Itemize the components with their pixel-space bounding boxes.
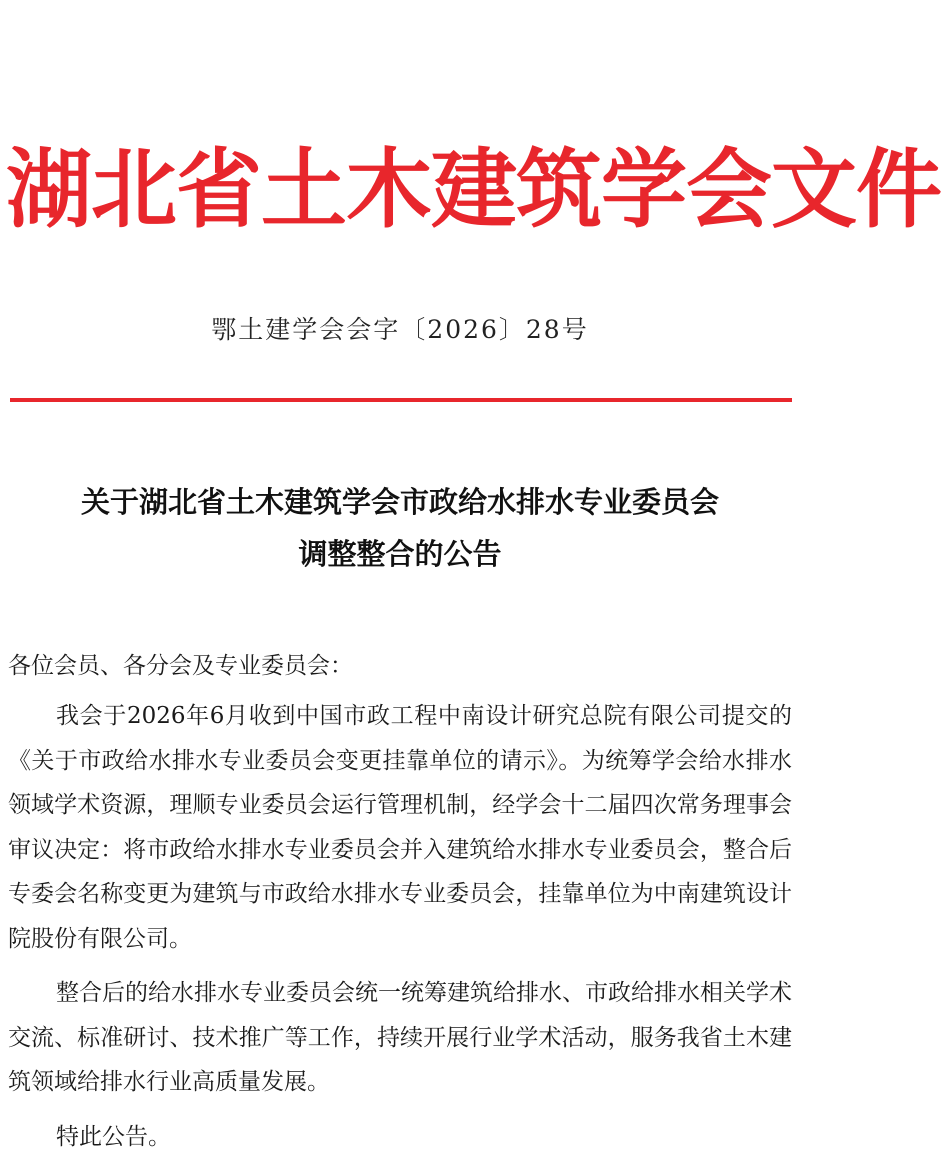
document-number: 鄂土建学会会字〔2026〕28号	[211, 315, 589, 344]
document-header-title: 湖北省土木建筑学会文件	[6, 139, 941, 240]
body-paragraph-closing: 特此公告。	[56, 1123, 171, 1150]
body-paragraph-1: 我会于2026年6月收到中国市政工程中南设计研究总院有限公司提交的《关于市政给水排水专业委员会变更挂靠单位的请示》。为统筹学会给水排水领域学术资源，理顺专业委员会运行管理机制，经学会十二届四次常务理事会审议决定：将市政给水排水专业委员会并入建筑给水排水专业委员会，整合后专委会名称变更为建筑与市政给水排水专业委员会，挂靠单位为中南建筑设计院股份有限公司。	[8, 703, 792, 952]
notice-title-line-1: 关于湖北省土木建筑学会市政给水排水专业委员会	[80, 485, 719, 519]
body-paragraph-2: 整合后的给水排水专业委员会统一统筹建筑给排水、市政给排水相关学术交流、标准研讨、技术推广等工作，持续开展行业学术活动，服务我省土木建筑领域给排水行业高质量发展。	[8, 980, 792, 1095]
notice-title-line-2: 调整整合的公告	[298, 537, 502, 571]
salutation: 各位会员、各分会及专业委员会：	[8, 653, 353, 679]
header-divider	[10, 398, 792, 402]
notice-title	[0, 476, 800, 580]
notice-body	[8, 694, 792, 1159]
